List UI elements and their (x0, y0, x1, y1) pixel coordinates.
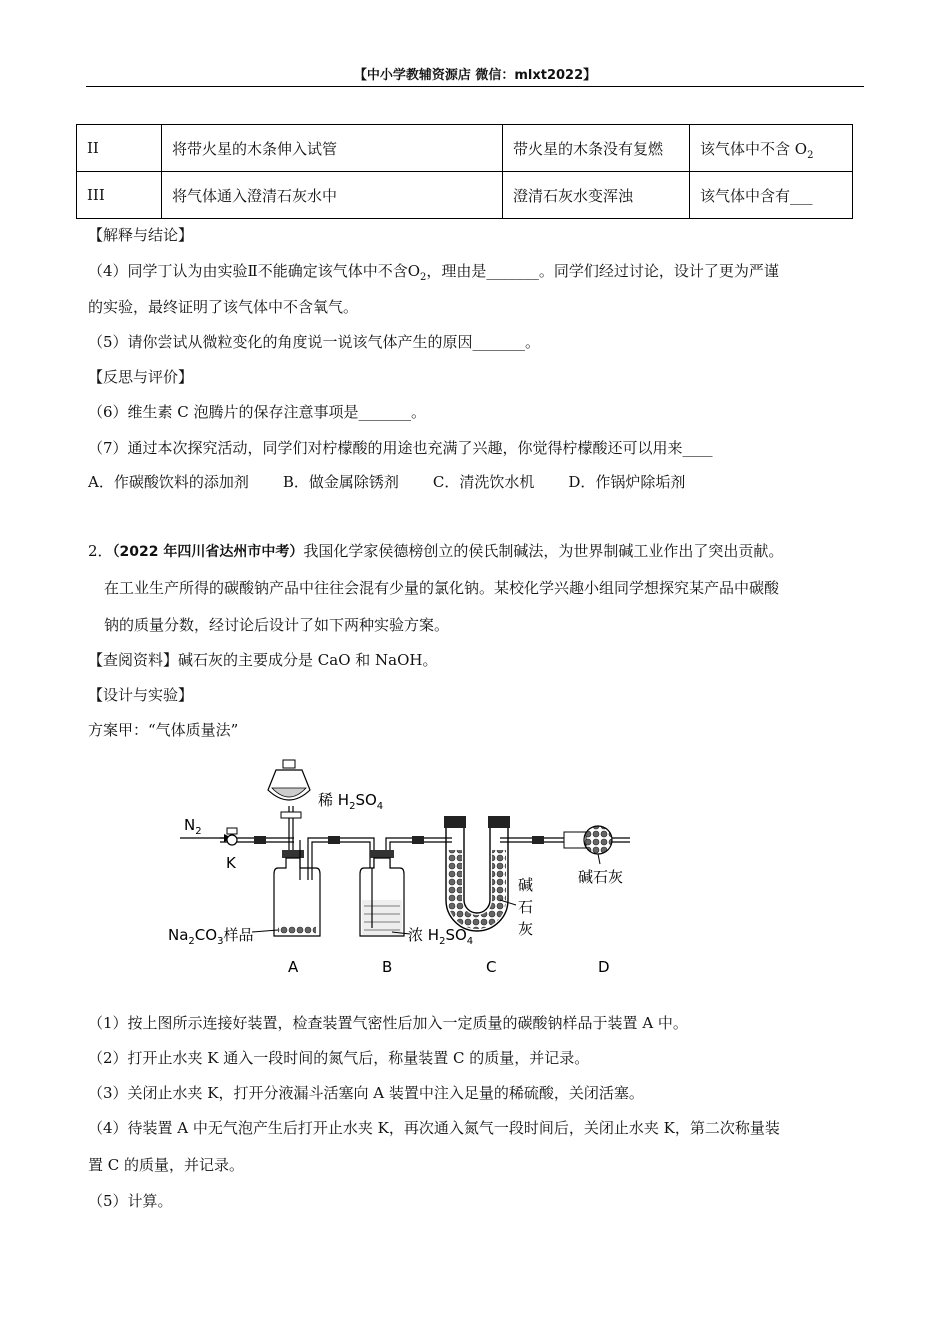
table-row (77, 172, 853, 219)
k-label: K (226, 854, 236, 872)
dilute-acid-label: 稀 $H_2SO_4$ (318, 791, 384, 812)
table-cell: 带火星的木条没有复燃 (503, 125, 690, 172)
table-cell: II (77, 125, 162, 172)
question-text: 的实验，最终证明了该气体中不含氧气。 (88, 298, 359, 316)
option-a: A．作碳酸饮料的添加剂 (88, 473, 249, 491)
step-text: 置 C 的质量，并记录。 (88, 1156, 245, 1174)
step-text: （1）按上图所示连接好装置，检查装置气密性后加入一定质量的碳酸钠样品于装置 A 中。 (88, 1014, 688, 1032)
conclusion-text: 该气体中不含 (700, 139, 791, 158)
reference-text: 【查阅资料】碱石灰的主要成分是 CaO 和 NaOH。 (88, 651, 438, 669)
bottle-a (274, 840, 320, 936)
subscript: 2 (807, 149, 814, 161)
question-text (88, 260, 779, 281)
step-text: （4）待装置 A 中无气泡产生后打开止水夹 K，再次通入氮气一段时间后，关闭止水夹 K，第二次称量装 (88, 1119, 780, 1137)
section-heading: 【设计与实验】 (88, 686, 194, 704)
drying-tube-d (544, 826, 630, 854)
table-cell: III (77, 172, 162, 219)
bottle-b (360, 850, 404, 936)
plan-heading: 方案甲：“气体质量法” (88, 721, 239, 739)
apparatus-diagram (160, 750, 650, 980)
subscript: 2 (420, 272, 427, 283)
option-c: C．清洗饮水机 (432, 473, 535, 491)
step-text: （3）关闭止水夹 K，打开分液漏斗活塞向 A 装置中注入足量的稀硫酸，关闭活塞。 (88, 1084, 644, 1102)
text-span: 我国化学家侯德榜创立的侯氏制碱法，为世界制碱工业作出了突出贡献。 (303, 542, 784, 560)
question-2-intro (88, 540, 783, 561)
question-text: 钠的质量分数，经讨论后设计了如下两种实验方案。 (104, 616, 450, 634)
question-source: （2022 年四川省达州市中考） (112, 544, 304, 560)
table-cell: 该气体中含有___ (690, 172, 853, 219)
step-text: （2）打开止水夹 K 通入一段时间的氮气后，称量装置 C 的质量，并记录。 (88, 1049, 590, 1067)
label-c: C (486, 958, 497, 976)
soda-lime-label-c: 碱 (518, 876, 534, 894)
option-b: B．做金属除锈剂 (282, 473, 399, 491)
page-header: 【中小学教辅资源店 微信：mlxt2022】 (353, 68, 597, 83)
table-cell: 将带火星的木条伸入试管 (162, 125, 503, 172)
question-text: （6）维生素 C 泡腾片的保存注意事项是_______。 (88, 403, 427, 421)
label-b: B (382, 958, 393, 976)
question-text: （7）通过本次探究活动，同学们对柠檬酸的用途也充满了兴趣，你觉得柠檬酸还可以用来____ (88, 439, 713, 457)
n2-label: $N_2$ (184, 816, 202, 837)
experiment-table (76, 124, 853, 219)
formula: O (794, 139, 808, 158)
step-text: （5）计算。 (88, 1192, 173, 1210)
question-number: 2． (88, 542, 113, 560)
text-span: ，理由是_______。同学们经过讨论，设计了更为严谨 (426, 262, 779, 280)
table-cell: 将气体通入澄清石灰水中 (162, 172, 503, 219)
options-row (88, 471, 719, 492)
label-a: A (288, 958, 299, 976)
soda-lime-label-c: 灰 (518, 920, 534, 938)
text-span: （4）同学丁认为由实验Ⅱ不能确定该气体中不含O (88, 262, 421, 280)
conc-acid-label: 浓 $H_2SO_4$ (408, 926, 474, 947)
table-cell (690, 125, 853, 172)
soda-lime-label-d: 碱石灰 (578, 868, 624, 886)
section-heading: 【解释与结论】 (88, 226, 194, 244)
soda-lime-label-c: 石 (518, 898, 534, 916)
question-text: （5）请你尝试从微粒变化的角度说一说该气体产生的原因_______。 (88, 333, 541, 351)
sample-label: $Na_2CO_3$样品 (168, 926, 254, 947)
table-cell: 澄清石灰水变浑浊 (503, 172, 690, 219)
option-d: D．作锅炉除垢剂 (568, 473, 686, 491)
header-rule (86, 86, 864, 87)
label-d: D (598, 958, 610, 976)
section-heading: 【反思与评价】 (88, 368, 194, 386)
table-row (77, 125, 853, 172)
question-text: 在工业生产所得的碳酸钠产品中往往会混有少量的氯化钠。某校化学兴趣小组同学想探究某产品中碳酸 (104, 579, 780, 597)
stopcock-k (220, 828, 294, 845)
